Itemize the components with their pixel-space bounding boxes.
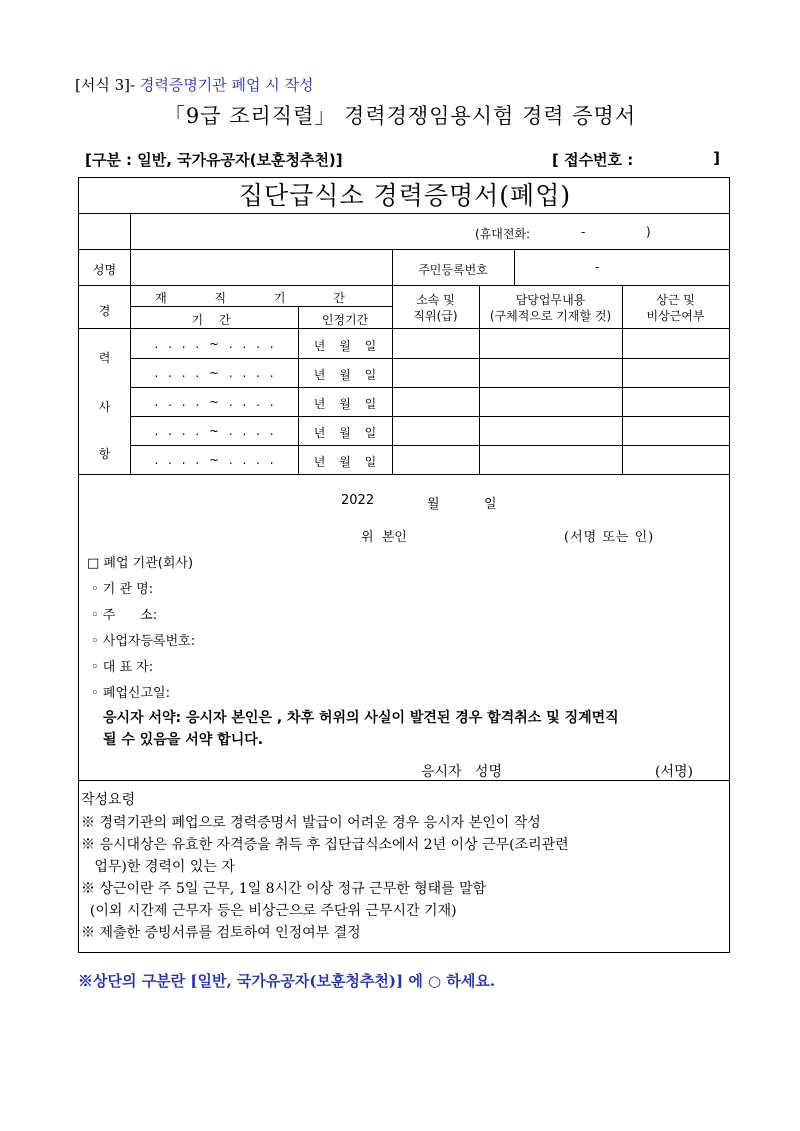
phone-close: ) (646, 225, 651, 239)
note-item: ※ 응시대상은 유효한 자격증을 취득 후 집단급식소에서 2년 이상 근무(조리관련 (81, 837, 569, 853)
applicant-sign-label: (서명) (655, 764, 693, 780)
career-side-label: 항 (98, 447, 111, 461)
period-header: 재 직 기 간 (155, 291, 367, 305)
notes-title: 작성요령 (81, 792, 136, 808)
affiliation-header: 소속 및 (416, 293, 455, 307)
career-side-label: 경 (98, 304, 111, 318)
note-item: ※ 제출한 증빙서류를 검토하여 인정여부 결정 (81, 925, 361, 941)
applicant-name-label: 응시자 성명 (421, 764, 502, 780)
career-row-recognized[interactable]: 년 월 일 (313, 397, 377, 411)
certificate-form (78, 177, 730, 953)
career-side-label: 사 (98, 400, 111, 414)
name-input[interactable] (131, 250, 391, 284)
business-reg-field[interactable]: ◦ 사업자등록번호: (91, 634, 196, 649)
category-label: [구분 : 일반, 국가유공자(보훈청추천)] (85, 151, 343, 169)
id-number-dash: - (595, 260, 600, 274)
signature-hint: (서명 또는 인) (564, 530, 655, 545)
career-row-recognized[interactable]: 년 월 일 (313, 339, 377, 353)
duty-header: 담당업무내용 (515, 293, 586, 307)
closure-date-field[interactable]: ◦ 폐업신고일: (91, 686, 170, 701)
pledge-text: 응시자 서약: 응시자 본인은 , 차후 허위의 사실이 발견된 경우 합격취소 및 징계면직 (103, 710, 619, 726)
recognized-sub-header: 인정기간 (321, 313, 369, 327)
phone-label: (휴대전화: (475, 227, 531, 241)
career-row-period[interactable]: . . . . ~ . . . . (154, 395, 274, 409)
career-row-period[interactable]: . . . . ~ . . . . (154, 366, 274, 380)
duty-header-2: (구체적으로 기재할 것) (489, 309, 612, 323)
closed-org-checkbox[interactable]: □ 폐업 기관(회사) (87, 556, 194, 571)
career-row-recognized[interactable]: 년 월 일 (313, 455, 377, 469)
applicant-self-label: 위 본인 (361, 530, 407, 545)
page-title: 「9급 조리직렬」 경력경쟁임용시험 경력 증명서 (163, 104, 637, 128)
fulltime-header-2: 비상근여부 (646, 309, 705, 323)
org-name-field[interactable]: ◦ 기 관 명: (91, 582, 154, 597)
phone-dash: - (581, 225, 586, 239)
affiliation-header-2: 직위(급) (413, 309, 458, 323)
form-description: 경력증명기관 폐업 시 작성 (139, 76, 314, 94)
footer-note: ※상단의 구분란 [일반, 국가유공자(보훈청추천)] 에 ○ 하세요. (78, 972, 496, 990)
representative-field[interactable]: ◦ 대 표 자: (91, 660, 154, 675)
receipt-bracket: ] (713, 149, 720, 167)
career-row-recognized[interactable]: 년 월 일 (313, 426, 377, 440)
career-row-period[interactable]: . . . . ~ . . . . (154, 424, 274, 438)
career-side-label: 력 (98, 351, 111, 365)
note-item: (이외 시간제 근무자 등은 비상근으로 주단위 근무시간 기재) (81, 903, 457, 919)
date-month: 월 (427, 497, 440, 512)
form-label (75, 74, 314, 95)
note-item: 업무)한 경력이 있는 자 (81, 859, 235, 875)
receipt-number-label: [ 접수번호 : (552, 151, 634, 169)
career-row-recognized[interactable]: 년 월 일 (313, 368, 377, 382)
receipt-number-field (552, 149, 720, 170)
fulltime-header: 상근 및 (656, 293, 695, 307)
form-code: [서식 3]- (75, 76, 140, 94)
org-address-field[interactable]: ◦ 주 소: (91, 608, 158, 623)
career-row-period[interactable]: . . . . ~ . . . . (154, 453, 274, 467)
date-year: 2022 (341, 493, 375, 508)
note-item: ※ 상근이란 주 5일 근무, 1일 8시간 이상 정규 근무한 형태를 말함 (81, 881, 487, 897)
note-item: ※ 경력기관의 폐업으로 경력증명서 발급이 어려운 경우 응시자 본인이 작성 (81, 815, 541, 831)
certificate-title: 집단급식소 경력증명서(폐업) (238, 181, 572, 210)
name-label: 성명 (92, 263, 117, 277)
date-day: 일 (484, 497, 497, 512)
period-sub-header: 기 간 (191, 313, 237, 327)
id-number-label: 주민등록번호 (418, 263, 488, 277)
pledge-text-2: 될 수 있음을 서약 합니다. (103, 732, 264, 748)
career-row-period[interactable]: . . . . ~ . . . . (154, 337, 274, 351)
